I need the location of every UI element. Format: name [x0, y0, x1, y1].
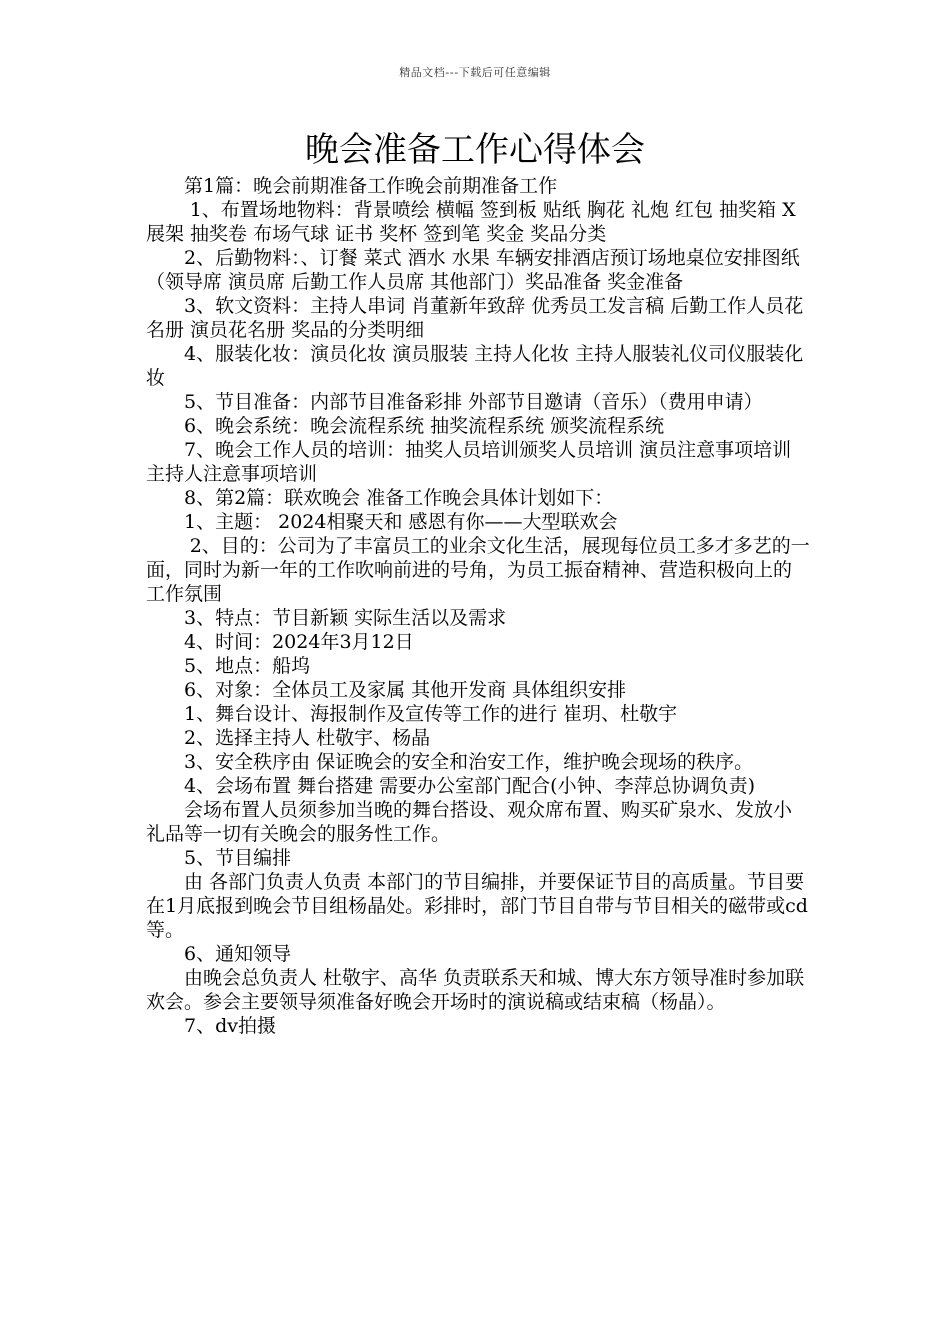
paragraph: 5、节目编排: [184, 847, 292, 869]
paragraph: 7、dv拍摄: [184, 1015, 276, 1037]
paragraph: 8、第2篇：联欢晚会 准备工作晚会具体计划如下：: [184, 487, 614, 509]
page-header: 精品文档---下载后可任意编辑: [399, 66, 551, 79]
paragraph: 6、晚会系统：晚会流程系统 抽奖流程系统 颁奖流程系统: [184, 415, 665, 437]
paragraph: 6、对象：全体员工及家属 其他开发商 具体组织安排: [184, 679, 627, 701]
paragraph: 2、选择主持人 杜敬宇、杨晶: [184, 727, 431, 749]
paragraph: 4、会场布置 舞台搭建 需要办公室部门配合(小钟、李萍总协调负责): [184, 775, 755, 797]
paragraph: 由晚会总负责人 杜敬宇、高华 负责联系天和城、博大东方领导准时参加联欢会。参会主要领导须准备好晚会开场时的演说稿或结束稿（杨晶）。: [146, 967, 805, 1013]
paragraph: 6、通知领导: [184, 943, 292, 965]
paragraph: 会场布置人员须参加当晚的舞台搭设、观众席布置、购买矿泉水、发放小礼品等一切有关晚会的服务性工作。: [146, 799, 793, 845]
document-body: [146, 174, 810, 1038]
paragraph: 7、晚会工作人员的培训：抽奖人员培训颁奖人员培训 演员注意事项培训 主持人注意事项培训: [146, 439, 792, 485]
paragraph: 4、服装化妆：演员化妆 演员服装 主持人化妆 主持人服装礼仪司仪服装化妆: [146, 343, 804, 389]
paragraph: 4、时间：2024年3月12日: [184, 631, 414, 653]
document-title: 晚会准备工作心得体会: [305, 130, 645, 170]
paragraph: 5、地点：船坞: [184, 655, 311, 677]
paragraph: 1、主题： 2024相聚天和 感恩有你——大型联欢会: [184, 511, 618, 533]
paragraph: 由 各部门负责人负责 本部门的节目编排，并要保证节目的高质量。节目要在1月底报到晚会节目组杨晶处。彩排时，部门节目自带与节目相关的磁带或cd等。: [146, 871, 808, 941]
paragraph: 5、节目准备：内部节目准备彩排 外部节目邀请（音乐）（费用申请）: [184, 391, 763, 413]
paragraph: 3、安全秩序由 保证晚会的安全和治安工作，维护晚会现场的秩序。: [184, 751, 754, 773]
paragraph: 第1篇：晚会前期准备工作晚会前期准备工作: [184, 175, 558, 197]
paragraph: 2、目的：公司为了丰富员工的业余文化生活，展现每位员工多才多艺的一面，同时为新一年的工作吹响前进的号角，为员工振奋精神、营造积极向上的工作氛围: [146, 535, 810, 605]
paragraph: 3、软文资料：主持人串词 肖董新年致辞 优秀员工发言稿 后勤工作人员花名册 演员花名册 奖品的分类明细: [146, 295, 804, 341]
paragraph: 3、特点：节目新颖 实际生活以及需求: [184, 607, 507, 629]
paragraph: 1、布置场地物料：背景喷绘 横幅 签到板 贴纸 胸花 礼炮 红包 抽奖箱 X展架 抽奖卷 布场气球 证书 奖杯 签到笔 奖金 奖品分类: [146, 199, 796, 245]
paragraph: 1、舞台设计、海报制作及宣传等工作的进行 崔玥、杜敬宇: [184, 703, 678, 725]
paragraph: 2、后勤物料：、订餐 菜式 酒水 水果 车辆安排酒店预订场地桌位安排图纸 （领导席 演员席 后勤工作人员席 其他部门）奖品准备 奖金准备: [146, 247, 800, 293]
